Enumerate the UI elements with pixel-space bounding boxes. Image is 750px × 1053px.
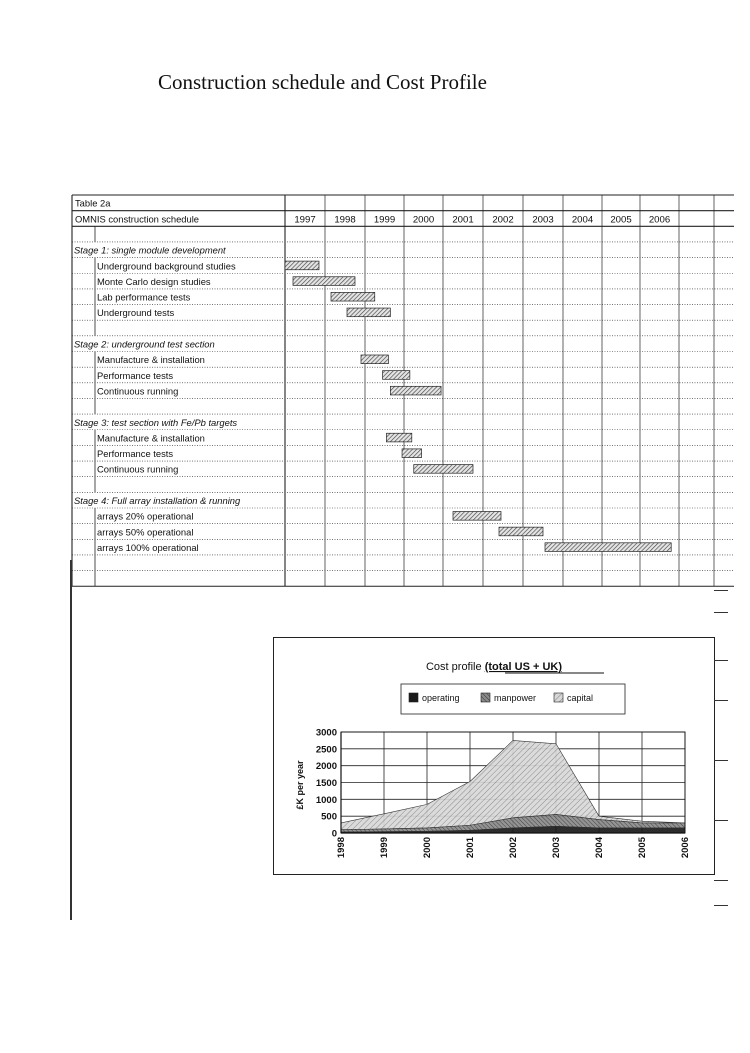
- right-edge-dash: [714, 590, 728, 591]
- page-title: Construction schedule and Cost Profile: [158, 70, 487, 94]
- x-tick-label: 2003: [551, 837, 562, 859]
- year-header: 1998: [334, 214, 356, 226]
- gantt-bar: [361, 355, 388, 364]
- gantt-bar: [347, 308, 390, 317]
- y-tick-label: 1000: [315, 794, 337, 806]
- year-header: 2000: [412, 214, 435, 226]
- right-edge-dash: [714, 700, 728, 701]
- right-edge-dash: [714, 660, 728, 661]
- x-tick-label: 2005: [637, 837, 648, 859]
- stage-label: Stage 3: test section with Fe/Pb targets: [74, 416, 238, 428]
- year-header: 2005: [610, 214, 632, 226]
- y-tick-label: 500: [321, 811, 337, 823]
- stage-label: Stage 1: single module development: [74, 244, 226, 256]
- cost-profile-chart: [273, 637, 715, 875]
- stage-label: Stage 4: Full array installation & running: [74, 495, 241, 506]
- x-tick-label: 2006: [680, 837, 691, 859]
- x-tick-label: 2002: [508, 837, 519, 859]
- x-tick-label: 1998: [336, 837, 347, 859]
- right-edge-dash: [714, 612, 728, 613]
- task-label: arrays 50% operational: [97, 526, 194, 538]
- task-label: Lab performance tests: [97, 291, 191, 303]
- legend-swatch: [409, 693, 418, 702]
- task-label: Manufacture & installation: [97, 354, 205, 366]
- legend-swatch: [554, 693, 563, 702]
- table-label: Table 2a: [75, 197, 111, 209]
- gantt-bar: [383, 371, 410, 380]
- task-label: arrays 100% operational: [97, 541, 199, 553]
- chart-legend: [401, 684, 625, 714]
- y-axis-label: £K per year: [295, 760, 305, 810]
- y-tick-label: 0: [331, 828, 337, 840]
- right-edge-dash: [714, 880, 728, 881]
- x-tick-label: 2001: [465, 837, 476, 859]
- year-header: 2006: [648, 214, 671, 226]
- task-label: arrays 20% operational: [97, 510, 194, 522]
- task-label: Continuous running: [97, 463, 179, 475]
- gantt-bar: [545, 543, 671, 552]
- right-edge-dash: [714, 760, 728, 761]
- legend-label: manpower: [494, 693, 537, 703]
- right-edge-dash: [714, 820, 728, 821]
- gantt-bar: [414, 465, 473, 474]
- chart-title: Cost profile (total US + UK): [425, 661, 563, 673]
- gantt-bar: [453, 512, 501, 521]
- y-tick-label: 2000: [315, 761, 337, 773]
- stage-label: Stage 2: underground test section: [74, 338, 215, 350]
- task-label: Manufacture & installation: [97, 432, 205, 444]
- x-tick-label: 2000: [422, 837, 433, 859]
- right-edge-dash: [714, 905, 728, 906]
- gantt-bar: [390, 386, 441, 395]
- task-label: Performance tests: [97, 448, 174, 460]
- x-tick-label: 1999: [379, 837, 390, 859]
- task-label: Underground tests: [97, 307, 175, 319]
- y-tick-label: 2500: [315, 744, 337, 756]
- task-label: Underground background studies: [97, 260, 236, 272]
- year-header: 1999: [373, 214, 396, 226]
- gantt-bar: [285, 261, 319, 270]
- x-tick-label: 2004: [594, 837, 605, 859]
- legend-swatch: [481, 693, 490, 702]
- task-label: Performance tests: [97, 369, 174, 381]
- y-tick-label: 1500: [315, 778, 337, 789]
- gantt-bar: [293, 277, 355, 286]
- y-tick-label: 3000: [315, 727, 337, 739]
- legend-label: operating: [422, 693, 460, 703]
- year-header: 2004: [571, 214, 594, 226]
- legend-label: capital: [567, 693, 594, 703]
- task-label: Continuous running: [97, 385, 179, 397]
- year-header: 2001: [452, 214, 474, 226]
- year-header: 2002: [492, 214, 514, 226]
- gantt-bar: [331, 292, 375, 301]
- year-header: 2003: [532, 214, 554, 226]
- task-label: Monte Carlo design studies: [97, 275, 211, 287]
- gantt-bar: [499, 527, 543, 536]
- left-margin-line: [70, 560, 72, 920]
- gantt-bar: [402, 449, 422, 458]
- year-header: 1997: [294, 214, 316, 226]
- schedule-heading: OMNIS construction schedule: [75, 213, 200, 225]
- gantt-bar: [386, 433, 411, 442]
